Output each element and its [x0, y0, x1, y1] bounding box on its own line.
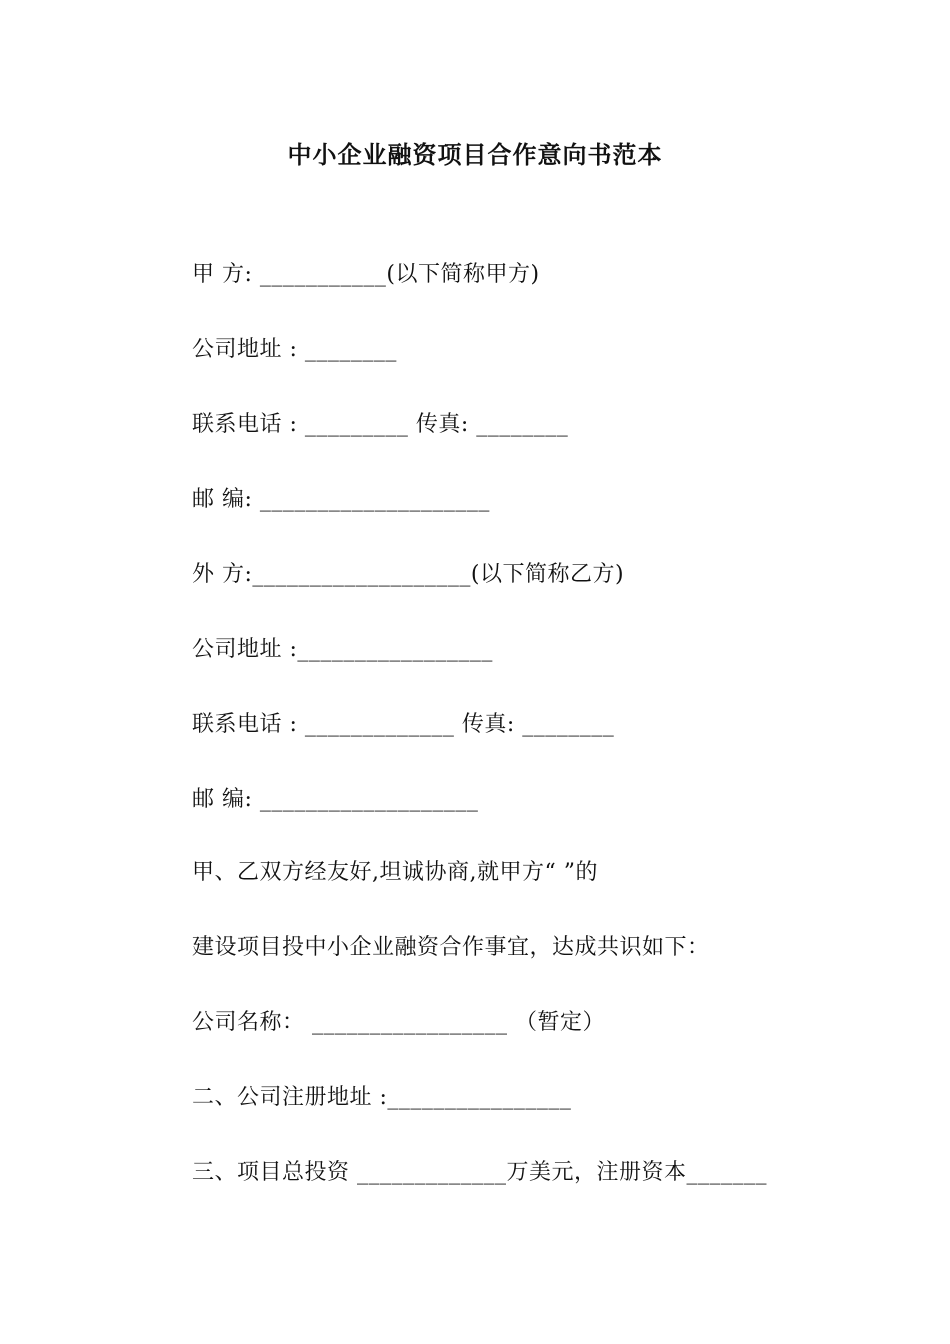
- intro-paragraph-line-1: 甲、乙双方经友好,坦诚协商,就甲方“ ”的: [192, 860, 598, 885]
- party-a-phone-fax-line: 联系电话 : _________ 传真: ________: [192, 412, 569, 437]
- registered-address-line: 二、公司注册地址 :________________: [192, 1085, 572, 1110]
- party-b-postcode-line: 邮 编: ___________________: [192, 787, 479, 812]
- party-a-line: 甲 方: ___________(以下简称甲方): [192, 262, 540, 287]
- document-title: 中小企业融资项目合作意向书范本: [287, 140, 663, 169]
- party-b-line: 外 方:___________________(以下简称乙方): [192, 562, 625, 587]
- total-investment-line: 三、项目总投资 _____________万美元，注册资本_______: [192, 1160, 767, 1185]
- party-b-address-line: 公司地址 :_________________: [192, 637, 493, 662]
- party-a-address-line: 公司地址 : ________: [192, 337, 397, 362]
- intro-paragraph-line-2: 建设项目投中小企业融资合作事宜，达成共识如下：: [192, 935, 710, 960]
- party-a-postcode-line: 邮 编: ____________________: [192, 487, 490, 512]
- party-b-phone-fax-line: 联系电话 : _____________ 传真: ________: [192, 712, 615, 737]
- company-name-line: 公司名称： _________________ （暂定）: [192, 1010, 605, 1035]
